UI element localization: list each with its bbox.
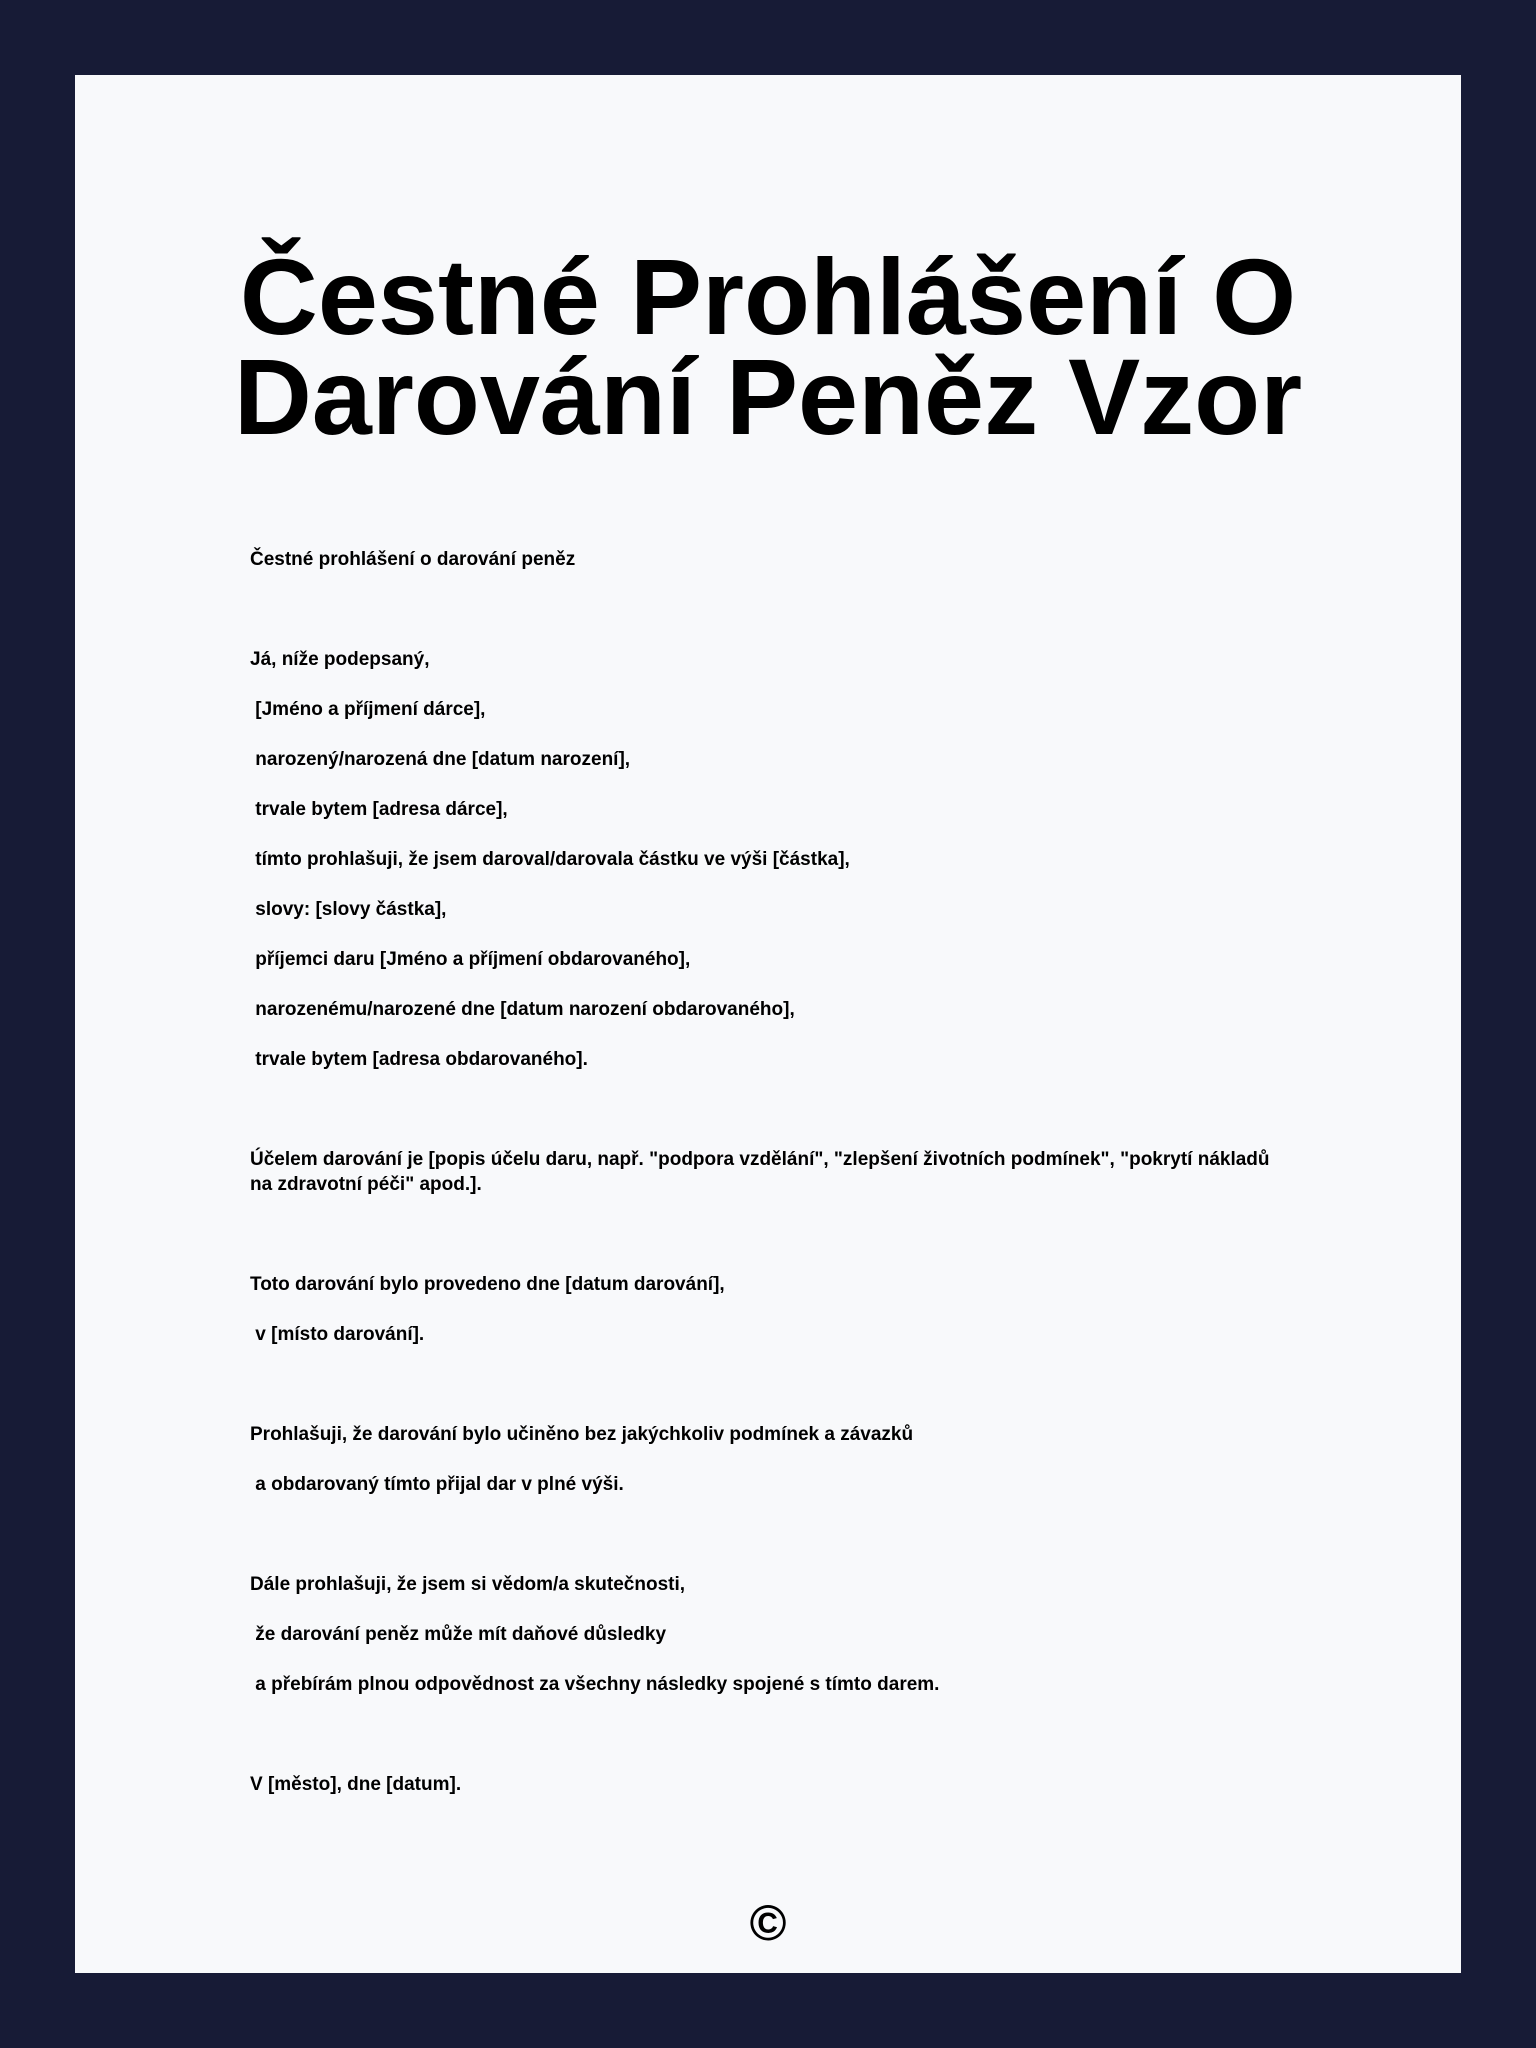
conditions-statement [250,1422,1290,1497]
purpose-paragraph: Účelem darování je [popis účelu daru, např. "podpora vzdělání", "zlepšení životních podmínek", "pokrytí nákladů na zdravotní péči" apod.]. [250,1149,1270,1195]
text-line: Prohlašuji, že darování bylo učiněno bez jakýchkoliv podmínek a závazků [250,1424,914,1445]
tax-statement [250,1572,1290,1697]
text-line: tímto prohlašuji, že jsem daroval/darovala částku ve výši [částka], [250,849,850,870]
text-line: Dále prohlašuji, že jsem si vědom/a skutečnosti, [250,1574,686,1595]
text-line: a obdarovaný tímto přijal dar v plné výši. [250,1474,624,1495]
document-body [250,547,1290,1797]
closing-place-date: V [město], dne [datum]. [250,1774,462,1795]
text-line: že darování peněz může mít daňové důsledky [250,1624,667,1645]
text-line: a přebírám plnou odpovědnost za všechny následky spojené s tímto darem. [250,1674,940,1695]
copyright-icon: © [749,1895,787,1951]
text-line: narozený/narozená dne [datum narození], [250,749,631,770]
text-line: příjemci daru [Jméno a příjmení obdarovaného], [250,949,691,970]
donation-date-place [250,1272,1290,1347]
text-line: Toto darování bylo provedeno dne [datum darování], [250,1274,725,1295]
donor-declaration [250,647,1290,1072]
document-page [75,75,1461,1973]
text-line: v [místo darování]. [250,1324,425,1345]
text-line: slovy: [slovy částka], [250,899,447,920]
text-line: narozenému/narozené dne [datum narození obdarovaného], [250,999,795,1020]
text-line: trvale bytem [adresa obdarovaného]. [250,1049,588,1070]
spacer [250,572,1290,647]
document-heading: Čestné prohlášení o darování peněz [250,549,576,570]
text-line: Já, níže podepsaný, [250,649,430,670]
page-title: Čestné Prohlášení O Darování Peněz Vzor [233,236,1303,457]
text-line: trvale bytem [adresa dárce], [250,799,508,820]
text-line: [Jméno a příjmení dárce], [250,699,486,720]
